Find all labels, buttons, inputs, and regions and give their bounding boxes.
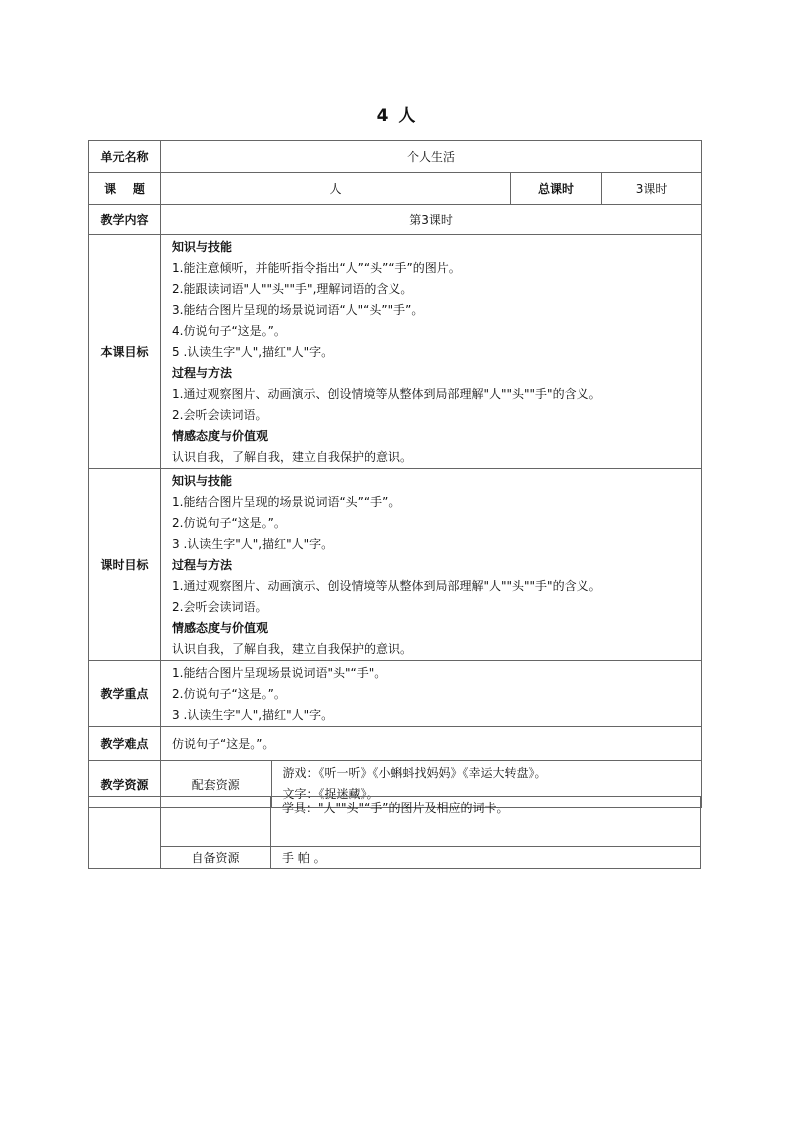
lesson-value: 人 xyxy=(161,173,511,205)
key-points-list xyxy=(161,661,702,727)
empty-cell xyxy=(89,797,161,869)
goal-item: 4.仿说句子“这是。”。 xyxy=(172,324,286,338)
goal-item: 2.会听会读词语。 xyxy=(172,408,268,422)
goal-item: 1.通过观察图片、动画演示、创设情境等从整体到局部理解"人""头""手"的含义。 xyxy=(172,579,601,593)
own-resources-label: 自备资源 xyxy=(161,847,271,869)
section-heading: 知识与技能 xyxy=(172,474,233,488)
empty-cell xyxy=(161,797,271,847)
goal-item: 2.能跟读词语"人""头""手",理解词语的含义。 xyxy=(172,282,413,296)
resources-continuation-table xyxy=(88,796,701,869)
resource-game: 游戏：《听一听》《小蝌蚪找妈妈》《幸运大转盘》。 xyxy=(282,766,547,780)
section-heading: 情感态度与价值观 xyxy=(172,429,269,443)
period-goals-label: 课时目标 xyxy=(89,469,161,661)
goal-item: 2.仿说句子“这是。”。 xyxy=(172,516,286,530)
lesson-plan-table xyxy=(88,140,702,808)
goal-item: 1.能注意倾听，并能听指令指出“人”“头”“手”的图片。 xyxy=(172,261,461,275)
content-value: 第3课时 xyxy=(161,205,702,235)
content-label: 教学内容 xyxy=(89,205,161,235)
supporting-resources-label: 配套资源 xyxy=(161,761,271,807)
period-goals-list xyxy=(161,469,702,661)
own-resources-value: 手 帕 。 xyxy=(271,847,701,869)
section-heading: 过程与方法 xyxy=(172,366,233,380)
key-point-item: 3 .认读生字"人",描红"人"字。 xyxy=(172,708,334,722)
goal-item: 3.能结合图片呈现的场景说词语“人"“头”"手”。 xyxy=(172,303,424,317)
goal-item: 2.会听会读词语。 xyxy=(172,600,268,614)
resource-text: 文字：《捉迷藏》。 xyxy=(282,787,379,801)
total-periods-label: 总课时 xyxy=(511,173,602,205)
goal-item: 认识自我，了解自我，建立自我保护的意识。 xyxy=(172,642,413,656)
difficulty-value: 仿说句子“这是。”。 xyxy=(161,727,702,761)
difficulty-label: 教学难点 xyxy=(89,727,161,761)
goal-item: 认识自我，了解自我，建立自我保护的意识。 xyxy=(172,450,413,464)
unit-name-value: 个人生活 xyxy=(161,141,702,173)
resource-tools: 学具："人""头"“手”的图片及相应的词卡。 xyxy=(271,797,701,847)
page-title: 4 人 xyxy=(376,106,418,126)
resources-label: 教学资源 xyxy=(89,761,161,808)
section-heading: 知识与技能 xyxy=(172,240,233,254)
unit-name-label: 单元名称 xyxy=(89,141,161,173)
key-point-item: 1.能结合图片呈现场景说词语"头"“手"。 xyxy=(172,666,387,680)
key-points-label: 教学重点 xyxy=(89,661,161,727)
total-periods-value: 3课时 xyxy=(602,173,702,205)
section-heading: 情感态度与价值观 xyxy=(172,621,269,635)
goal-item: 1.能结合图片呈现的场景说词语“头”“手”。 xyxy=(172,495,401,509)
goal-item: 1.通过观察图片、动画演示、创设情境等从整体到局部理解"人""头""手"的含义。 xyxy=(172,387,601,401)
course-goals-label: 本课目标 xyxy=(89,235,161,469)
goal-item: 3 .认读生字"人",描红"人"字。 xyxy=(172,537,334,551)
goal-item: 5 .认读生字"人",描红"人"字。 xyxy=(172,345,334,359)
key-point-item: 2.仿说句子“这是。”。 xyxy=(172,687,286,701)
course-goals-list xyxy=(161,235,702,469)
lesson-label: 课 题 xyxy=(89,173,161,205)
section-heading: 过程与方法 xyxy=(172,558,233,572)
